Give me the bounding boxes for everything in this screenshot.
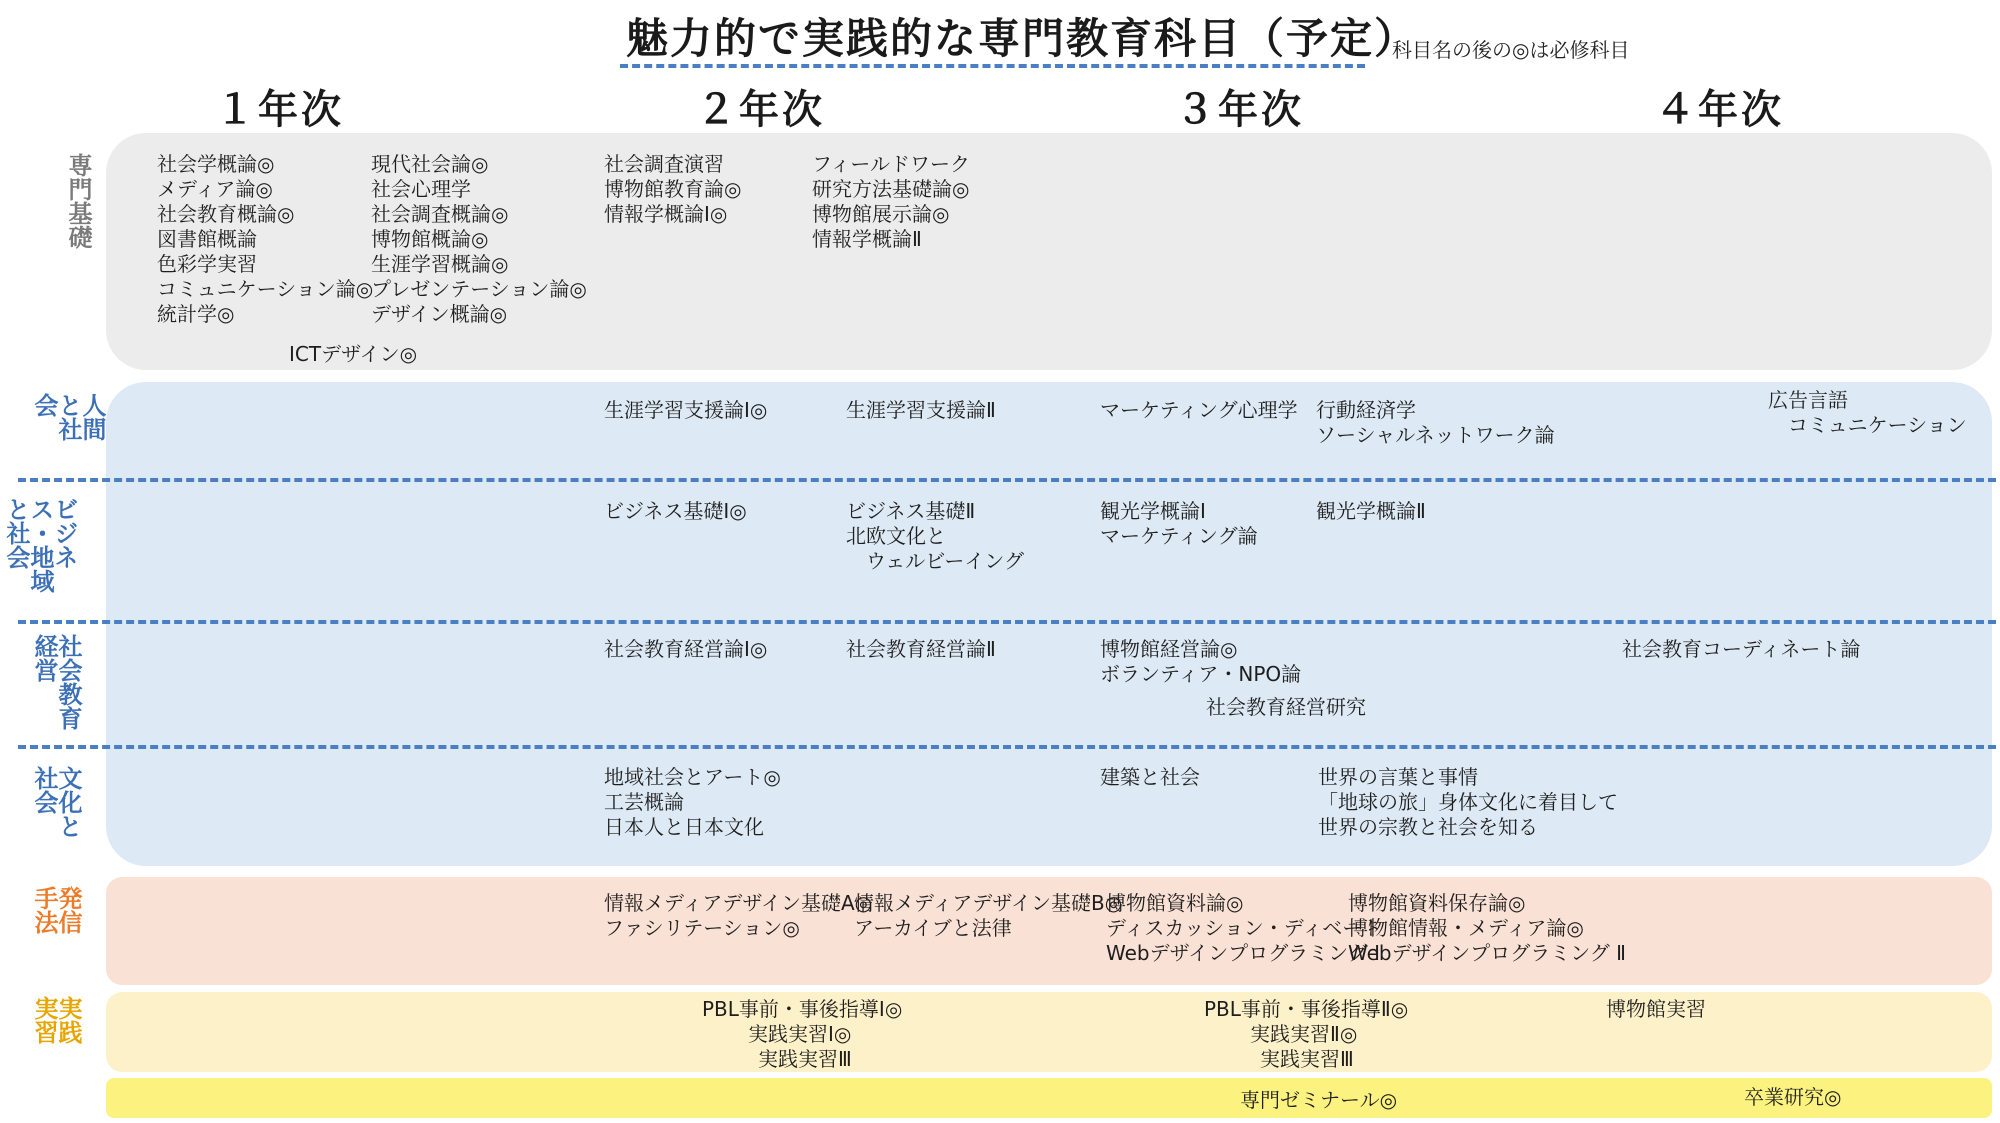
course-item: 建築と社会 (1100, 765, 1200, 789)
course-list (604, 152, 741, 227)
course-list (157, 152, 373, 327)
course-list (1622, 637, 1860, 662)
course-list (604, 499, 747, 524)
course-list (1768, 388, 1967, 438)
course-item: 社会学概論◎ (157, 152, 275, 176)
course-item: Webデザインプログラミング Ⅰ (1106, 941, 1381, 965)
category-hasshin: 発信手法 (30, 886, 82, 934)
course-item: ファシリテーション◎ (604, 916, 800, 940)
course-list (604, 765, 781, 840)
course-list (846, 637, 996, 662)
category-senmon-kiso: 専門基礎 (64, 153, 92, 249)
course-item: フィールドワーク (812, 152, 970, 176)
course-item: 社会心理学 (371, 177, 471, 201)
course-list (702, 997, 902, 1022)
course-item: Webデザインプログラミング Ⅱ (1348, 941, 1627, 965)
course-item: 生涯学習支援論Ⅰ◎ (604, 398, 768, 422)
course-item: 社会教育経営論Ⅰ◎ (604, 637, 768, 661)
course-list (1318, 765, 1618, 840)
course-item: ボランティア・NPO論 (1100, 662, 1302, 686)
course-item: デザイン概論◎ (371, 302, 508, 326)
page-title: 魅力的で実践的な専門教育科目（予定） (626, 14, 1419, 63)
course-list (1260, 1047, 1354, 1072)
course-list (1240, 1088, 1397, 1113)
category-bunka-shakai: 文化と社会 (30, 766, 82, 838)
course-item: 実践実習Ⅲ (758, 1047, 852, 1071)
course-item: 現代社会論◎ (371, 152, 489, 176)
course-item: プレゼンテーション論◎ (371, 277, 587, 301)
course-list (846, 398, 996, 423)
course-item: 「地球の旅」身体文化に着目して (1318, 790, 1618, 814)
category-jissen: 実践実習 (30, 996, 82, 1044)
course-list (604, 637, 767, 662)
course-item: 世界の言葉と事情 (1318, 765, 1478, 789)
course-item: 博物館経営論◎ (1100, 637, 1238, 661)
course-item: 北欧文化と (846, 524, 946, 548)
course-item: 観光学概論Ⅱ (1316, 499, 1426, 523)
course-list (1100, 398, 1298, 423)
course-item: ウェルビーイング (846, 549, 1024, 573)
course-item: 博物館実習 (1606, 997, 1706, 1021)
course-item: 生涯学習概論◎ (371, 252, 509, 276)
course-item: ディスカッション・ディベート (1106, 916, 1383, 940)
course-item: 博物館情報・メディア論◎ (1348, 916, 1584, 940)
course-item: 観光学概論Ⅰ (1100, 499, 1206, 523)
title-underline (620, 64, 1365, 68)
year-header-4: ４年次 (1655, 87, 1784, 133)
course-list (1100, 765, 1200, 790)
course-list (758, 1047, 852, 1072)
course-list (289, 342, 417, 367)
course-item: 情報学概論Ⅰ◎ (604, 202, 728, 226)
required-note: 科目名の後の◎は必修科目 (1392, 38, 1630, 62)
course-item: ビジネス基礎Ⅱ (846, 499, 976, 523)
course-item: PBL事前・事後指導Ⅰ◎ (702, 997, 903, 1021)
course-item: 社会教育コーディネート論 (1622, 637, 1861, 661)
course-list (1106, 891, 1382, 966)
course-item: マーケティング心理学 (1100, 398, 1298, 422)
course-list (1204, 997, 1408, 1022)
course-list (604, 398, 767, 423)
course-list (1206, 695, 1366, 720)
band-seminar (106, 1078, 1992, 1118)
course-item: マーケティング論 (1100, 524, 1258, 548)
category-ningen-shakai: 人間と社会 (30, 393, 106, 441)
course-item: 工芸概論 (604, 790, 684, 814)
course-item: 日本人と日本文化 (604, 815, 764, 839)
band-social-themes (106, 382, 1992, 866)
course-item: 世界の宗教と社会を知る (1318, 815, 1538, 839)
year-header-1: １年次 (215, 87, 344, 133)
divider-dashed (18, 478, 1996, 482)
course-list (604, 891, 872, 941)
course-item: 社会教育経営論Ⅱ (846, 637, 996, 661)
course-item: 実践実習Ⅱ◎ (1250, 1022, 1358, 1046)
course-item: 広告言語 (1768, 388, 1848, 412)
course-item: コミュニケーション論◎ (157, 277, 374, 301)
course-list (812, 152, 970, 252)
course-list (1250, 1022, 1357, 1047)
course-item: 統計学◎ (157, 302, 235, 326)
band-jissen (106, 992, 1992, 1072)
course-item: アーカイブと法律 (854, 916, 1012, 940)
course-list (1316, 398, 1555, 448)
category-business-chiiki: ビジネス・地域と社会 (2, 497, 78, 593)
course-item: 社会教育概論◎ (157, 202, 295, 226)
course-item: 卒業研究◎ (1744, 1085, 1842, 1109)
course-item: 色彩学実習 (157, 252, 257, 276)
course-list (1100, 637, 1301, 687)
course-item: 社会調査演習 (604, 152, 724, 176)
course-item: 専門ゼミナール◎ (1240, 1088, 1398, 1112)
course-item: 情報メディアデザイン基礎B◎ (854, 891, 1123, 915)
year-header-2: ２年次 (696, 87, 825, 133)
course-list (1744, 1085, 1841, 1110)
course-item: 博物館教育論◎ (604, 177, 742, 201)
course-item: コミュニケーション (1768, 413, 1967, 437)
course-item: 地域社会とアート◎ (604, 765, 781, 789)
course-item: PBL事前・事後指導Ⅱ◎ (1204, 997, 1409, 1021)
course-list (846, 499, 1024, 574)
course-item: 博物館資料論◎ (1106, 891, 1244, 915)
divider-dashed (18, 620, 1996, 624)
year-header-3: ３年次 (1175, 87, 1304, 133)
course-item: メディア論◎ (157, 177, 273, 201)
course-item: 博物館概論◎ (371, 227, 489, 251)
course-item: 生涯学習支援論Ⅱ (846, 398, 996, 422)
course-item: 情報メディアデザイン基礎A◎ (604, 891, 873, 915)
category-shakai-kyoiku: 社会教育経営 (30, 634, 82, 730)
course-item: 研究方法基礎論◎ (812, 177, 970, 201)
course-list (1606, 997, 1706, 1022)
course-item: 情報学概論Ⅱ (812, 227, 922, 251)
course-list (371, 152, 587, 327)
course-item: 社会調査概論◎ (371, 202, 509, 226)
course-list (1348, 891, 1626, 966)
course-item: 実践実習Ⅲ (1260, 1047, 1354, 1071)
course-list (854, 891, 1122, 941)
course-item: 行動経済学 (1316, 398, 1416, 422)
course-list (1316, 499, 1426, 524)
course-item: 博物館展示論◎ (812, 202, 950, 226)
course-list (748, 1022, 851, 1047)
course-item: 社会教育経営研究 (1206, 695, 1366, 719)
course-item: 博物館資料保存論◎ (1348, 891, 1526, 915)
course-item: 図書館概論 (157, 227, 257, 251)
course-item: ICTデザイン◎ (289, 342, 418, 366)
course-list (1100, 499, 1258, 549)
divider-dashed (18, 745, 1996, 749)
course-item: ソーシャルネットワーク論 (1316, 423, 1555, 447)
course-item: ビジネス基礎Ⅰ◎ (604, 499, 747, 523)
course-item: 実践実習Ⅰ◎ (748, 1022, 852, 1046)
